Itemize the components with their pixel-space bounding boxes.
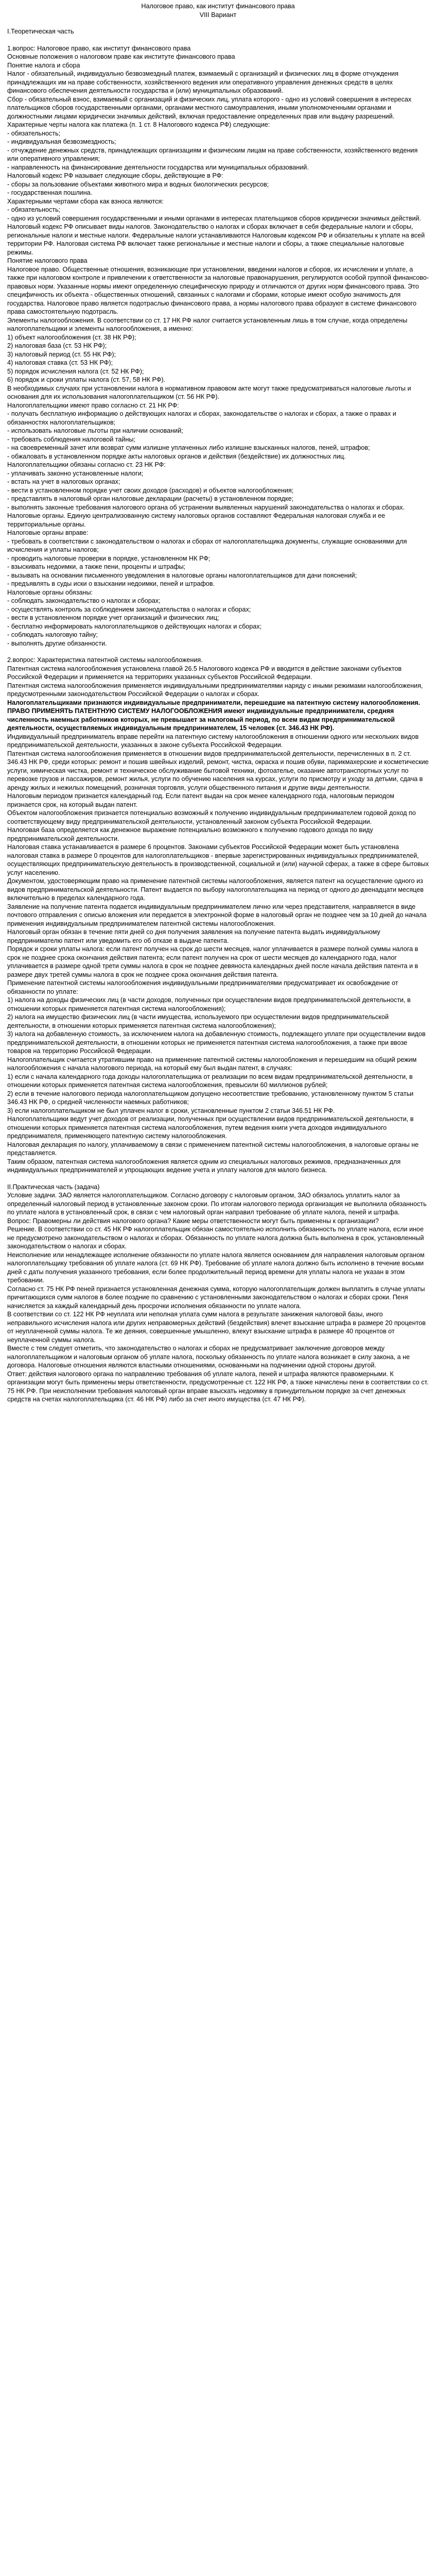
paragraph: Налоговое право. Общественные отношения, возникающие при установлении, введении налогов и сборов, их исчислении и уплате, а также при налоговом контроле и привлечении к ответственности за налоговые правонарушения, регулируются особой группой финансово-правовых норм. Указанные нормы имеют определенную специфическую природу и отличаются от других норм финансового права. Это специфичность их объекта - общественных отношений, связанных с налогами и сборами, которые имеют особую значимость для государства. Налоговое право является подотраслью финансового права, а нормы налогового права образуют в системе финансового права самостоятельную подотрасль. xyxy=(7,265,429,315)
paragraph: - осуществлять контроль за соблюдением законодательства о налогах и сборах; xyxy=(7,605,251,613)
paragraph: - использовать налоговые льготы при наличии оснований; xyxy=(7,427,183,434)
paragraph: - взыскивать недоимки, а также пени, проценты и штрафы; xyxy=(7,563,186,570)
paragraph: - требовать соблюдения налоговой тайны; xyxy=(7,435,135,443)
paragraph: Таким образом, патентная система налогообложения является одним из специальных налоговых режимов, предназначенных для индивидуальных предпринимателей и упрощающих ведение учета и уплату налогов для малого бизнеса. xyxy=(7,1158,401,1174)
paragraph: Патентная система налогообложения применяется в отношении видов предпринимательской деятельности, перечисленных в п. 2 ст. 346.43 НК РФ, среди которых: ремонт и пошив швейных изделий, ремонт, чистка, окраска и пошив обуви, парикмахерские и косметические услуги, химическая чистка, ремонт и техническое обслуживание бытовой техники, фотоателье, оказание автотранспортных услуг по перевозке грузов и пассажиров, ремонт жилья, услуги по обучению населения на курсах, услуги по присмотру и уходу за детьми, сдача в аренду жилых и нежилых помещений, розничная торговля, услуги общественного питания и другие виды деятельности. xyxy=(7,750,429,791)
paragraph: В необходимых случаях при установлении налога в нормативном правовом акте могут также предусматриваться налоговые льготы и основания для их использования налогоплательщиком (ст. 56 НК РФ). xyxy=(7,384,411,400)
paragraph: 6) порядок и сроки уплаты налога (ст. 57, 58 НК РФ). xyxy=(7,376,166,383)
paragraph: Налоговая декларация по налогу, уплачиваемому в связи с применением патентной системы налогообложения, в налоговые органы не представляется. xyxy=(7,1141,419,1157)
variant-label: VIII Вариант xyxy=(199,11,237,19)
paragraph: - выполнять законные требования налогового органа об устранении выявленных нарушений законодательства о налогах и сборах. xyxy=(7,503,405,511)
paragraph: - сборы за пользование объектами животного мира и водных биологических ресурсов; xyxy=(7,180,269,188)
paragraph: Неисполнение или ненадлежащее исполнение обязанности по уплате налога является основанием для направления налоговым органом налогоплательщику требования об уплате налога (ст. 69 НК РФ). Требование об уплате налога должно быть исполнено в течение восьми дней с даты получения указанного требования, если более продолжительный период времени для уплаты налога не указан в этом требовании. xyxy=(7,1251,425,1284)
paragraph: - отчуждение денежных средств, принадлежащих организациям и физическим лицам на праве собственности, хозяйственного ведения или оперативного управления; xyxy=(7,146,418,162)
task-body xyxy=(7,1191,429,1404)
question-2-bold-paragraph: Налогоплательщиками признаются индивидуальные предприниматели, перешедшие на патентную систему налогообложения. ПРАВО ПРИМЕНЯТЬ ПАТЕНТНУЮ СИСТЕМУ НАЛОГООБЛОЖЕНИЯ имеют индивидуальные предприниматели, средняя численность наемных работников которых, не превышает за налоговый период, по всем видам предпринимательской деятельности, осуществляемых индивидуальным предпринимателем, 15 человек (ст. 346.43 НК РФ). xyxy=(7,699,421,732)
paragraph: Элементы налогообложения. В соответствии со ст. 17 НК РФ налог считается установленным лишь в том случае, когда определены налогоплательщики и элементы налогообложения, а именно: xyxy=(7,316,408,332)
paragraph: - проводить налоговые проверки в порядке, установленном НК РФ; xyxy=(7,554,211,562)
paragraph: Налог - обязательный, индивидуально безвозмездный платеж, взимаемый с организаций и физических лиц в форме отчуждения принадлежащих им на праве собственности, хозяйственного ведения или оперативного управления денежных средств в целях финансового обеспечения деятельности государства и (или) муниципальных образований. xyxy=(7,70,398,94)
paragraph: - выполнять другие обязанности. xyxy=(7,639,107,647)
question-2-body-continued xyxy=(7,733,429,1175)
paragraph: Налогоплательщики ведут учет доходов от реализации, полученных при осуществлении видов предпринимательской деятельности, в отношении которых применяется патентная система налогообложения, путем ведения книги учета доходов индивидуального предпринимателя, применяющего патентную систему налогообложения. xyxy=(7,1115,414,1140)
question-2-title: 2.вопрос: Характеристика патентной системы налогообложения. xyxy=(7,656,203,664)
paragraph: - государственная пошлина. xyxy=(7,189,93,196)
paragraph: Налоговый орган обязан в течение пяти дней со дня получения заявления на получение патента выдать индивидуальному предпринимателю патент или уведомить его об отказе в выдаче патента. xyxy=(7,928,380,944)
paragraph: Ответ: действия налогового органа по направлению требования об уплате налога, пеней и штрафа являются правомерными. К организации могут быть применены меры ответственности, предусмотренные ст. 122 НК РФ, а также начислены пени в соответствии со ст. 75 НК РФ. При неисполнении требования налоговый орган вправе взыскать недоимку в принудительном порядке за счет денежных средств на счетах налогоплательщика (ст. 46 НК РФ) либо за счет иного имущества (ст. 47 НК РФ). xyxy=(7,1370,429,1403)
paragraph: Налогоплательщики имеют право согласно ст. 21 НК РФ: xyxy=(7,401,179,409)
paragraph: Характерные черты налога как платежа (п. 1 ст. 8 Налогового кодекса РФ) следующие: xyxy=(7,121,270,128)
paragraph: - соблюдать законодательство о налогах и сборах; xyxy=(7,597,161,604)
paragraph: В соответствии со ст. 122 НК РФ неуплата или неполная уплата сумм налога в результате занижения налоговой базы, иного неправильного исчисления налога или других неправомерных действий (бездействия) влечет взыскание штрафа в размере 20 процентов от неуплаченной суммы налога. Те же деяния, совершенные умышленно, влекут взыскание штрафа в размере 40 процентов от неуплаченной суммы налога. xyxy=(7,1311,426,1344)
paragraph: - соблюдать налоговую тайну; xyxy=(7,631,98,638)
paragraph: - требовать в соответствии с законодательством о налогах и сборах от налогоплательщика документы, служащие основаниями для исчисления и уплаты налогов; xyxy=(7,537,407,553)
paragraph: Документом, удостоверяющим право на применение патентной системы налогообложения, является патент на осуществление одного из видов предпринимательской деятельности. Патент выдается по выбору налогоплательщика на период от одного до двенадцати месяцев включительно в пределах календарного года. xyxy=(7,877,424,902)
paragraph: Патентная система налогообложения установлена главой 26.5 Налогового кодекса РФ и вводится в действие законами субъектов Российской Федерации и применяется на территориях указанных субъектов Российской Федерации. xyxy=(7,665,402,681)
part-label: I.Теоретическая часть xyxy=(7,28,74,35)
paragraph: Понятие налога и сбора xyxy=(7,61,80,69)
paragraph: 5) порядок исчисления налога (ст. 52 НК РФ); xyxy=(7,367,144,375)
paragraph: Налоговый кодекс РФ описывает виды налогов. Законодательство о налогах и сборах включает в себя федеральные налоги и сборы, региональные налоги и местные налоги. Федеральные налоги устанавливаются Налоговым кодексом РФ и обязательны к уплате на всей территории РФ. Налоговая система РФ включает также региональные и местные налоги и сборы, а также специальные налоговые режимы. xyxy=(7,223,425,256)
paragraph: - индивидуальная безвозмездность; xyxy=(7,138,116,145)
paragraph: Согласно ст. 75 НК РФ пеней признается установленная денежная сумма, которую налогоплательщик должен выплатить в случае уплаты причитающихся сумм налогов в более поздние по сравнению с установленными законодательством о налогах и сборах сроки. Пеня начисляется за каждый календарный день просрочки исполнения обязанности по уплате налога. xyxy=(7,1285,425,1310)
paragraph: 4) налоговая ставка (ст. 53 НК РФ); xyxy=(7,359,113,366)
paragraph: 1) объект налогообложения (ст. 38 НК РФ); xyxy=(7,333,136,341)
paragraph: 2) если в течение налогового периода налогоплательщиком допущено несоответствие требованию, установленному пунктом 5 статьи 346.43 НК РФ, о средней численности наемных работников; xyxy=(7,1090,414,1106)
paragraph: Условие задачи. ЗАО является налогоплательщиком. Согласно договору с налоговым органом, ЗАО обязалось уплатить налог за определенный налоговый период в установленные законом сроки. По итогам налогового периода организация не выполнила обязанность по уплате налога в установленный срок, в связи с чем налоговый орган направил требование об уплате налога, пеней и штрафа. xyxy=(7,1192,427,1216)
paragraph: 1) если с начала календарного года доходы налогоплательщика от реализации по всем видам предпринимательской деятельности, в отношении которых применяется патентная система налогообложения, превысили 60 миллионов рублей; xyxy=(7,1073,413,1089)
question-1-body xyxy=(7,53,429,648)
paragraph: - уплачивать законно установленные налоги; xyxy=(7,469,144,477)
paragraph: Вместе с тем следует отметить, что законодательство о налогах и сборах не предусматривает заключение договоров между налогоплательщиком и налоговым органом об уплате налога, поскольку обязанность по уплате налога возникает в силу закона, а не договора. Налоговые отношения являются властными отношениями, основанными на подчинении одной стороны другой. xyxy=(7,1345,410,1369)
document-title: Налоговое право, как институт финансового права xyxy=(141,3,295,10)
paragraph: Индивидуальный предприниматель вправе перейти на патентную систему налогообложения в отношении одного или нескольких видов предпринимательской деятельности, указанных в законе субъекта Российской Федерации. xyxy=(7,733,419,749)
paragraph: Налоговым периодом признается календарный год. Если патент выдан на срок менее календарного года, налоговым периодом признается срок, на который выдан патент. xyxy=(7,792,394,808)
paragraph: Объектом налогообложения признается потенциально возможный к получению индивидуальным предпринимателем годовой доход по соответствующему виду предпринимательской деятельности, установленный законом субъекта Российской Федерации. xyxy=(7,809,416,825)
question-1-title: 1.вопрос: Налоговое право, как институт финансового права xyxy=(7,44,191,52)
paragraph: Применение патентной системы налогообложения индивидуальными предпринимателями предусматривает их освобождение от обязанности по уплате: xyxy=(7,979,398,995)
paragraph: - обязательность; xyxy=(7,206,61,213)
question-2-body xyxy=(7,665,429,699)
paragraph: 3) налоговый период (ст. 55 НК РФ); xyxy=(7,350,116,358)
paragraph: Характерными чертами сбора как взноса являются: xyxy=(7,197,164,205)
paragraph: 2) налога на имущество физических лиц (в части имущества, используемого при осуществлении видов предпринимательской деятельности, в отношении которых применяется патентная система налогообложения); xyxy=(7,1013,389,1029)
paragraph: - на своевременный зачет или возврат сумм излишне уплаченных либо излишне взысканных налогов, пеней, штрафов; xyxy=(7,444,370,451)
paragraph: Налоговая ставка устанавливается в размере 6 процентов. Законами субъектов Российской Федерации может быть установлена налоговая ставка в размере 0 процентов для налогоплательщиков - впервые зарегистрированных индивидуальных предпринимателей, осуществляющих предпринимательскую деятельность в производственной, социальной и (или) научной сферах, а также в сфере бытовых услуг населению. xyxy=(7,843,429,876)
paragraph: - получать бесплатную информацию о действующих налогах и сборах, законодательстве о налогах и сборах, а также о правах и обязанностях налогоплательщиков; xyxy=(7,410,396,426)
paragraph: - обязательность; xyxy=(7,129,61,137)
paragraph: 2) налоговая база (ст. 53 НК РФ); xyxy=(7,342,107,349)
paragraph: - одно из условий совершения государственными и иными органами в интересах плательщиков сборов юридически значимых действий. xyxy=(7,214,421,222)
part-2-label: II.Практическая часть (задача) xyxy=(7,1183,100,1191)
paragraph: Налогоплательщик считается утратившим право на применение патентной системы налогообложения и перешедшим на общий режим налогообложения с начала налогового периода, на который ему был выдан патент, в случаях: xyxy=(7,1056,417,1072)
paragraph: - вести в установленном порядке учет своих доходов (расходов) и объектов налогообложения; xyxy=(7,486,294,494)
paragraph: 1) налога на доходы физических лиц (в части доходов, полученных при осуществлении видов предпринимательской деятельности, в отношении которых применяется патентная система налогообложения); xyxy=(7,996,411,1012)
paragraph: - представлять в налоговый орган налоговые декларации (расчеты) в установленном порядке; xyxy=(7,495,294,502)
paragraph: Налоговый кодекс РФ называет следующие сборы, действующие в РФ: xyxy=(7,172,223,179)
paragraph: Налоговая база определяется как денежное выражение потенциально возможного к получению годового дохода по виду предпринимательской деятельности. xyxy=(7,826,373,842)
paragraph: Понятие налогового права xyxy=(7,257,88,264)
paragraph: Основные положения о налоговом праве как институте финансового права xyxy=(7,53,235,60)
paragraph: Решение. В соответствии со ст. 45 НК РФ налогоплательщик обязан самостоятельно исполнить обязанность по уплате налога, если иное не предусмотрено законодательством о налогах и сборах. Обязанность по уплате налога должна быть выполнена в срок, установленный законодательством о налогах и сборах. xyxy=(7,1226,424,1250)
paragraph: - встать на учет в налоговых органах; xyxy=(7,478,120,485)
paragraph: - бесплатно информировать налогоплательщиков о действующих налогах и сборах; xyxy=(7,622,262,630)
paragraph: Заявление на получение патента подается индивидуальным предпринимателем лично или через представителя, направляется в виде почтового отправления с описью вложения или передается в электронной форме в налоговый орган не позднее чем за 10 дней до начала применения индивидуальным предпринимателем патентной системы налогообложения. xyxy=(7,903,427,927)
paragraph: Налоговые органы. Единую централизованную систему налоговых органов составляют Федеральная налоговая служба и ее территориальные органы. xyxy=(7,512,386,528)
paragraph: Налоговые органы обязаны: xyxy=(7,588,93,596)
paragraph: Налогоплательщики обязаны согласно ст. 23 НК РФ: xyxy=(7,461,166,468)
paragraph: Патентная система налогообложения применяется индивидуальными предпринимателями наряду с иными режимами налогообложения, предусмотренными законодательством Российской Федерации о налогах и сборах. xyxy=(7,682,423,698)
paragraph: - предъявлять в суды иски о взыскании недоимки, пеней и штрафов. xyxy=(7,580,215,587)
paragraph: - вызывать на основании письменного уведомления в налоговые органы налогоплательщиков для дачи пояснений; xyxy=(7,571,357,579)
paragraph: - обжаловать в установленном порядке акты налоговых органов и действия (бездействие) их должностных лиц. xyxy=(7,452,346,460)
paragraph: 3) если налогоплательщиком не был уплачен налог в сроки, установленные пунктом 2 статьи 346.51 НК РФ. xyxy=(7,1107,335,1114)
paragraph: Сбор - обязательный взнос, взимаемый с организаций и физических лиц, уплата которого - одно из условий совершения в интересах плательщиков сборов государственными органами, органами местного самоуправления, иными уполномоченными органами и должностными лицами юридически значимых действий, включая предоставление определенных прав или выдачу разрешений. xyxy=(7,95,412,120)
paragraph: Порядок и сроки уплаты налога: если патент получен на срок до шести месяцев, налог уплачивается в размере полной суммы налога в срок не позднее срока окончания действия патента; если патент получен на срок от шести месяцев до календарного года, налог уплачивается в размере одной трети суммы налога в срок не позднее девяноста календарных дней после начала действия патента и в размере двух третей суммы налога в срок не позднее срока окончания действия патента. xyxy=(7,945,418,978)
paragraph: - направленность на финансирование деятельности государства или муниципальных образований. xyxy=(7,163,309,171)
paragraph: 3) налога на добавленную стоимость, за исключением налога на добавленную стоимость, подлежащего уплате при осуществлении видов предпринимательской деятельности, в отношении которых не применяется патентная система налогообложения, а также при ввозе товаров на территорию Российской Федерации. xyxy=(7,1030,426,1055)
paragraph: Налоговые органы вправе: xyxy=(7,529,89,536)
paragraph: Вопрос: Правомерны ли действия налогового органа? Какие меры ответственности могут быть применены к организации? xyxy=(7,1217,379,1225)
paragraph: - вести в установленном порядке учет организаций и физических лиц; xyxy=(7,614,219,621)
